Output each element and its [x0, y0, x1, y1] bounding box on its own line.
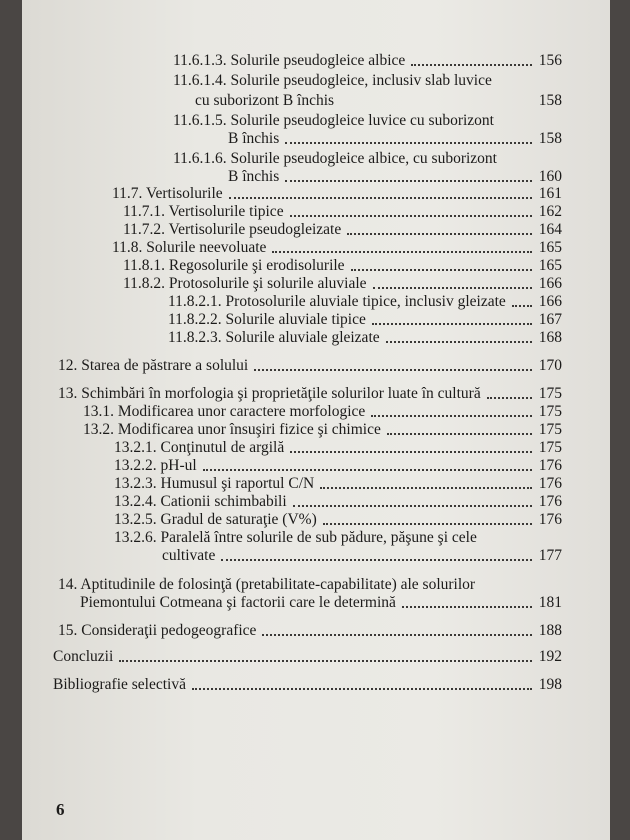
- toc-entry-page: 162: [538, 203, 562, 220]
- toc-entry-label: 11.6.1.3. Solurile pseudogleice albice: [173, 52, 406, 69]
- toc-entry-label-cont: cultivate: [162, 547, 216, 564]
- toc-entry-label: 13.2.3. Humusul şi raportul C/N: [114, 475, 315, 492]
- toc-entry-continuation: [228, 168, 562, 186]
- toc-entry: [112, 239, 562, 257]
- toc-entry-page: 165: [538, 239, 562, 256]
- toc-entry-label: 11.7. Vertisolurile: [112, 185, 223, 202]
- toc-entry-page: 158: [538, 92, 562, 109]
- toc-entry: [114, 529, 562, 547]
- toc-entry-label: 11.6.1.4. Solurile pseudogleice, inclusiv slab luvice: [173, 72, 492, 89]
- toc-entry-page: 175: [538, 403, 562, 420]
- toc-entry: [58, 576, 562, 594]
- toc-entry-page: 176: [538, 511, 562, 528]
- toc-entry-page: 175: [538, 439, 562, 456]
- toc-entry: [173, 150, 562, 168]
- toc-entry: [112, 185, 562, 203]
- dot-leader: [402, 606, 532, 608]
- toc-entry-page: 167: [538, 311, 562, 328]
- toc-entry-label: 13.2.4. Cationii schimbabili: [114, 493, 287, 510]
- dot-leader: [221, 559, 532, 561]
- toc-entry: [123, 221, 562, 239]
- toc-entry-label: Concluzii: [53, 648, 114, 665]
- dot-leader: [285, 142, 532, 144]
- toc-entry: [173, 112, 562, 130]
- toc-entry-continuation: [80, 594, 562, 612]
- dot-leader: [229, 197, 532, 199]
- toc-entry-label: 13.1. Modificarea unor caractere morfologice: [83, 403, 366, 420]
- toc-entry-label-cont: B închis: [228, 168, 280, 185]
- toc-entry: [114, 439, 562, 457]
- dot-leader: [512, 305, 532, 307]
- toc-entry: [114, 475, 562, 493]
- toc-entry-label: 13. Schimbări în morfologia şi proprietăţile solurilor luate în cultură: [58, 385, 481, 402]
- toc-entry-label-cont: Piemontului Cotmeana şi factorii care le determină: [80, 594, 396, 611]
- toc-entry-page: 181: [538, 594, 562, 611]
- dot-leader: [387, 433, 532, 435]
- toc-entry: [53, 676, 562, 694]
- toc-entry-label: 11.8.2. Protosolurile şi solurile aluviale: [123, 275, 367, 292]
- toc-entry: [114, 457, 562, 475]
- toc-entry: [114, 493, 562, 511]
- toc-entry-page: 198: [538, 676, 562, 693]
- toc-entry: [114, 511, 562, 529]
- toc-entry-page: 176: [538, 475, 562, 492]
- toc-entry-label: 11.8. Solurile neevoluate: [112, 239, 267, 256]
- toc-entry-label: 12. Starea de păstrare a solului: [58, 357, 249, 374]
- toc-entry-label: 13.2.6. Paralelă între solurile de sub pădure, păşune şi cele: [114, 529, 477, 546]
- toc-entry-label: 11.8.2.3. Solurile aluviale gleizate: [168, 329, 380, 346]
- toc-entry-label: 11.6.1.5. Solurile pseudogleice luvice cu suborizont: [173, 112, 494, 129]
- toc-entry-label: 11.8.2.1. Protosolurile aluviale tipice, inclusiv gleizate: [168, 293, 506, 310]
- toc-entry: [58, 385, 562, 403]
- toc-entry: [58, 622, 562, 640]
- toc-entry: [123, 275, 562, 293]
- toc-entry-label: Bibliografie selectivă: [53, 676, 186, 693]
- toc-entry-page: 168: [538, 329, 562, 346]
- toc-entry-continuation: [195, 92, 562, 110]
- toc-entry: [168, 329, 562, 347]
- dot-leader: [320, 487, 532, 489]
- toc-entry: [83, 403, 562, 421]
- dot-leader: [386, 341, 532, 343]
- dot-leader: [293, 505, 532, 507]
- dot-leader: [272, 251, 532, 253]
- toc-entry-label: 11.7.2. Vertisolurile pseudogleizate: [123, 221, 342, 238]
- toc-entry-continuation: [162, 547, 562, 565]
- toc-entry-page: 176: [538, 493, 562, 510]
- dot-leader: [411, 64, 532, 66]
- toc-entry-page: 166: [538, 275, 562, 292]
- dot-leader: [372, 323, 532, 325]
- dot-leader: [254, 369, 532, 371]
- toc-entry: [168, 293, 562, 311]
- toc-entry-label: 11.8.1. Regosolurile şi erodisolurile: [123, 257, 345, 274]
- toc-entry-label: 13.2.1. Conţinutul de argilă: [114, 439, 285, 456]
- toc-entry: [123, 257, 562, 275]
- dot-leader: [487, 397, 532, 399]
- dot-leader: [119, 660, 532, 662]
- dot-leader: [347, 233, 532, 235]
- toc-entry-page: 158: [538, 130, 562, 147]
- toc-entry-label-cont: B închis: [228, 130, 280, 147]
- toc-entry: [123, 203, 562, 221]
- toc-entry-label-cont: cu suborizont B închis: [195, 92, 335, 109]
- toc-entry-page: 176: [538, 457, 562, 474]
- toc-entry: [53, 648, 562, 666]
- toc-entry: [83, 421, 562, 439]
- toc-entry-page: 170: [538, 357, 562, 374]
- toc-entry-label: 11.6.1.6. Solurile pseudogleice albice, cu suborizont: [173, 150, 497, 167]
- dot-leader: [290, 451, 532, 453]
- toc-entry-label: 13.2.5. Gradul de saturaţie (V%): [114, 511, 317, 528]
- toc-entry-label: 13.2. Modificarea unor însuşiri fizice şi chimice: [83, 421, 381, 438]
- dot-leader: [285, 180, 532, 182]
- dot-leader: [371, 415, 532, 417]
- dot-leader: [262, 634, 532, 636]
- toc-entry-label: 15. Consideraţii pedogeografice: [58, 622, 257, 639]
- toc-entry: [58, 357, 562, 375]
- book-page: [22, 0, 610, 840]
- toc-entry-page: 156: [538, 52, 562, 69]
- dot-leader: [323, 523, 532, 525]
- page-number: 6: [56, 800, 65, 819]
- toc-entry-label: 14. Aptitudinile de folosinţă (pretabilitate-capabilitate) ale solurilor: [58, 576, 476, 593]
- toc-entry-label: 11.8.2.2. Solurile aluviale tipice: [168, 311, 366, 328]
- dot-leader: [373, 287, 532, 289]
- toc-entry-continuation: [228, 130, 562, 148]
- toc-entry-label: 13.2.2. pH-ul: [114, 457, 197, 474]
- toc-entry: [173, 52, 562, 70]
- toc-entry-page: 175: [538, 421, 562, 438]
- toc-entry-page: 161: [538, 185, 562, 202]
- toc-entry-page: 165: [538, 257, 562, 274]
- toc-entry: [173, 72, 562, 90]
- toc-entry-page: 160: [538, 168, 562, 185]
- dot-leader: [351, 269, 532, 271]
- toc-entry: [168, 311, 562, 329]
- dot-leader: [203, 469, 532, 471]
- toc-entry-page: 164: [538, 221, 562, 238]
- toc-entry-label: 11.7.1. Vertisolurile tipice: [123, 203, 284, 220]
- dot-leader: [290, 215, 532, 217]
- toc-entry-page: 188: [538, 622, 562, 639]
- dot-leader: [192, 688, 532, 690]
- toc-entry-page: 177: [538, 547, 562, 564]
- toc-entry-page: 166: [538, 293, 562, 310]
- toc-entry-page: 192: [538, 648, 562, 665]
- toc-entry-page: 175: [538, 385, 562, 402]
